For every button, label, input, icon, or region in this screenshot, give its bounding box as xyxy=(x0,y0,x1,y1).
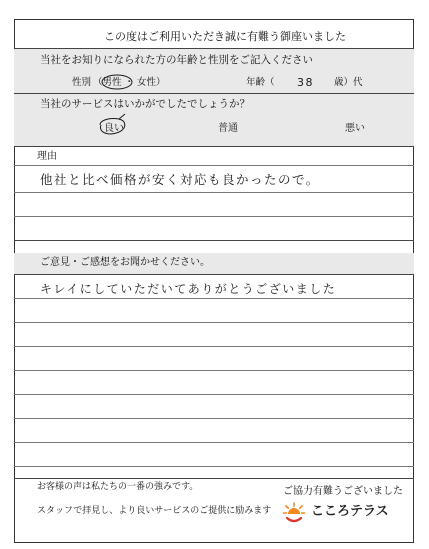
feedback-label: ご意見・ご感想をお聞かせください。 xyxy=(40,257,210,268)
profile-prompt: 当社をお知りになられた方の年齢と性別をご記入ください xyxy=(40,54,313,66)
divider xyxy=(14,240,414,241)
divider xyxy=(14,274,414,275)
feedback-rule xyxy=(14,346,414,347)
feedback-rule xyxy=(14,394,414,395)
divider xyxy=(14,478,414,479)
age-value: 38 xyxy=(297,76,314,89)
footer-line2: スタッフで拝見し、より良いサービスのご提供に励みます xyxy=(37,506,272,516)
age-label: 年齢（ xyxy=(246,77,275,88)
thanks-title: この度はご利用いただき誠に有難う御座いました xyxy=(104,30,346,43)
gender-circle-mark xyxy=(100,73,134,91)
feedback-rule xyxy=(14,322,414,323)
rating-selected-mark xyxy=(95,113,129,137)
brand-name: こころテラス xyxy=(311,504,389,519)
age-suffix: 歳）代 xyxy=(334,77,363,88)
reason-answer: 他社と比べ価格が安く対応も良かったので。 xyxy=(40,172,320,187)
kokoro-terrace-logo xyxy=(282,501,306,525)
reason-label: 理由 xyxy=(37,151,57,162)
rating-bad: 悪い xyxy=(345,123,365,134)
reason-rule xyxy=(14,216,414,217)
gender-label: 性別 xyxy=(72,77,92,88)
rating-good: 良い xyxy=(104,123,124,134)
footer-line1: お客様の声は私たちの一番の強みです。 xyxy=(37,482,199,492)
rating-question: 当社のサービスはいかがでしたでしょうか？ xyxy=(40,98,250,110)
divider xyxy=(14,146,414,147)
feedback-rule xyxy=(14,442,414,443)
feedback-answer: キレイにしていただいてありがとうございました xyxy=(40,282,337,296)
feedback-rule xyxy=(14,466,414,467)
sun-icon xyxy=(282,501,306,525)
feedback-rule xyxy=(14,298,414,299)
footer-thanks: ご協力有難うございました xyxy=(283,486,403,497)
gender-options: （男性 ・ 女性） xyxy=(93,77,166,88)
feedback-rule xyxy=(14,370,414,371)
reason-rule xyxy=(14,192,414,193)
reason-rule xyxy=(14,165,414,166)
rating-normal: 普通 xyxy=(218,123,238,134)
feedback-rule xyxy=(14,418,414,419)
